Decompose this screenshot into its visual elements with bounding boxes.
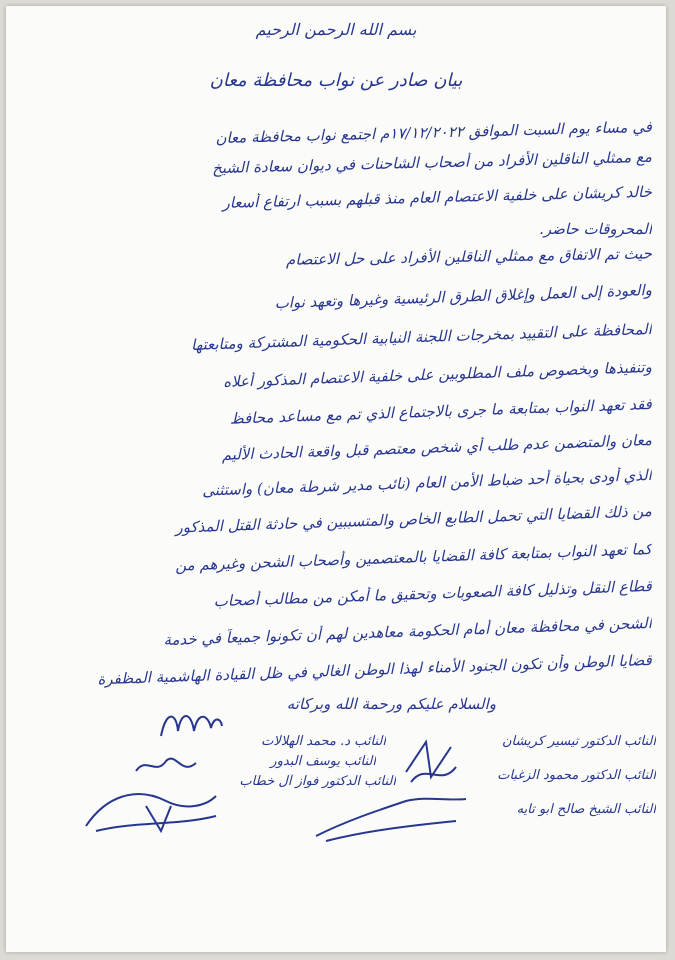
- body-line: خالد كريشان على خلفية الاعتصام العام منذ قبلهم بسبب ارتفاع أسعار: [222, 182, 653, 212]
- body-line: فقد تعهد النواب بمتابعة ما جرى بالاجتماع الذي تم مع مساعد محافظ: [229, 394, 653, 428]
- signatory-name: النائب الدكتور تيسير كريشان: [501, 734, 656, 749]
- body-line: المحافظة على التقييد بمخرجات اللجنة النيابية الحكومية المشتركة ومتابعتها: [190, 319, 653, 355]
- closing-line: والسلام عليكم ورحمة الله وبركاته: [286, 695, 496, 713]
- signatory-name: النائب الدكتور محمود الزغبات: [497, 768, 656, 783]
- signature-mark: [156, 706, 226, 746]
- body-line: الشحن في محافظة معان أمام الحكومة معاهدين لهم أن تكونوا جميعاً في خدمة: [163, 613, 653, 650]
- body-line: قضايا الوطن وأن تكون الجنود الأمناء لهذا الوطن الغالي في ظل القيادة الهاشمية المظفرة: [97, 650, 653, 689]
- body-line: الذي أودى بحياة أحد ضباط الأمن العام (نائب مدير شرطة معان) واستثنى: [201, 465, 653, 500]
- signatory-name: النائب الدكتور فواز آل خطاب: [239, 774, 396, 789]
- body-line: من ذلك القضايا التي تحمل الطابع الخاص والمتسببين في حادثة القتل المذكور: [175, 501, 653, 537]
- body-line: مع ممثلي الناقلين الأفراد من أصحاب الشاحنات في ديوان سعادة الشيخ: [211, 147, 653, 178]
- signature-mark: [306, 791, 476, 851]
- body-line: في مساء يوم السبت الموافق ١٧/١٢/٢٠٢٢م اجتمع نواب محافظة معان: [215, 117, 653, 148]
- body-line: معان والمتضمن عدم طلب أي شخص معتصم قبل واقعة الحادث الأليم: [221, 430, 653, 464]
- letter-page: [6, 6, 666, 952]
- body-line: والعودة إلى العمل وإغلاق الطرق الرئيسية وغيرها وتعهد نواب: [274, 280, 653, 313]
- signature-mark: [401, 732, 461, 792]
- signatory-name: النائب الشيخ صالح ابو تايه: [516, 802, 656, 817]
- signatory-name: النائب يوسف البدور: [270, 754, 376, 769]
- signatory-name: النائب د. محمد الهلالات: [261, 734, 386, 749]
- basmala: بسم الله الرحمن الرحيم: [255, 20, 417, 39]
- signature-mark: [76, 776, 226, 846]
- body-line: وتنفيذها وبخصوص ملف المطلوبين على خلفية الاعتصام المذكور أعلاه: [222, 357, 653, 391]
- body-line: كما تعهد النواب بمتابعة كافة القضايا بالمعتصمين وأصحاب الشحن وغيرهم من: [174, 539, 653, 575]
- body-line: المحروقات حاضر.: [539, 220, 652, 238]
- body-line: قطاع النقل وتذليل كافة الصعوبات وتحقيق ما أمكن من مطالب أصحاب: [213, 576, 653, 611]
- letter-title: بيان صادر عن نواب محافظة معان: [209, 70, 463, 91]
- body-line: حيث تم الاتفاق مع ممثلي الناقلين الأفراد على حل الاعتصام: [285, 244, 653, 269]
